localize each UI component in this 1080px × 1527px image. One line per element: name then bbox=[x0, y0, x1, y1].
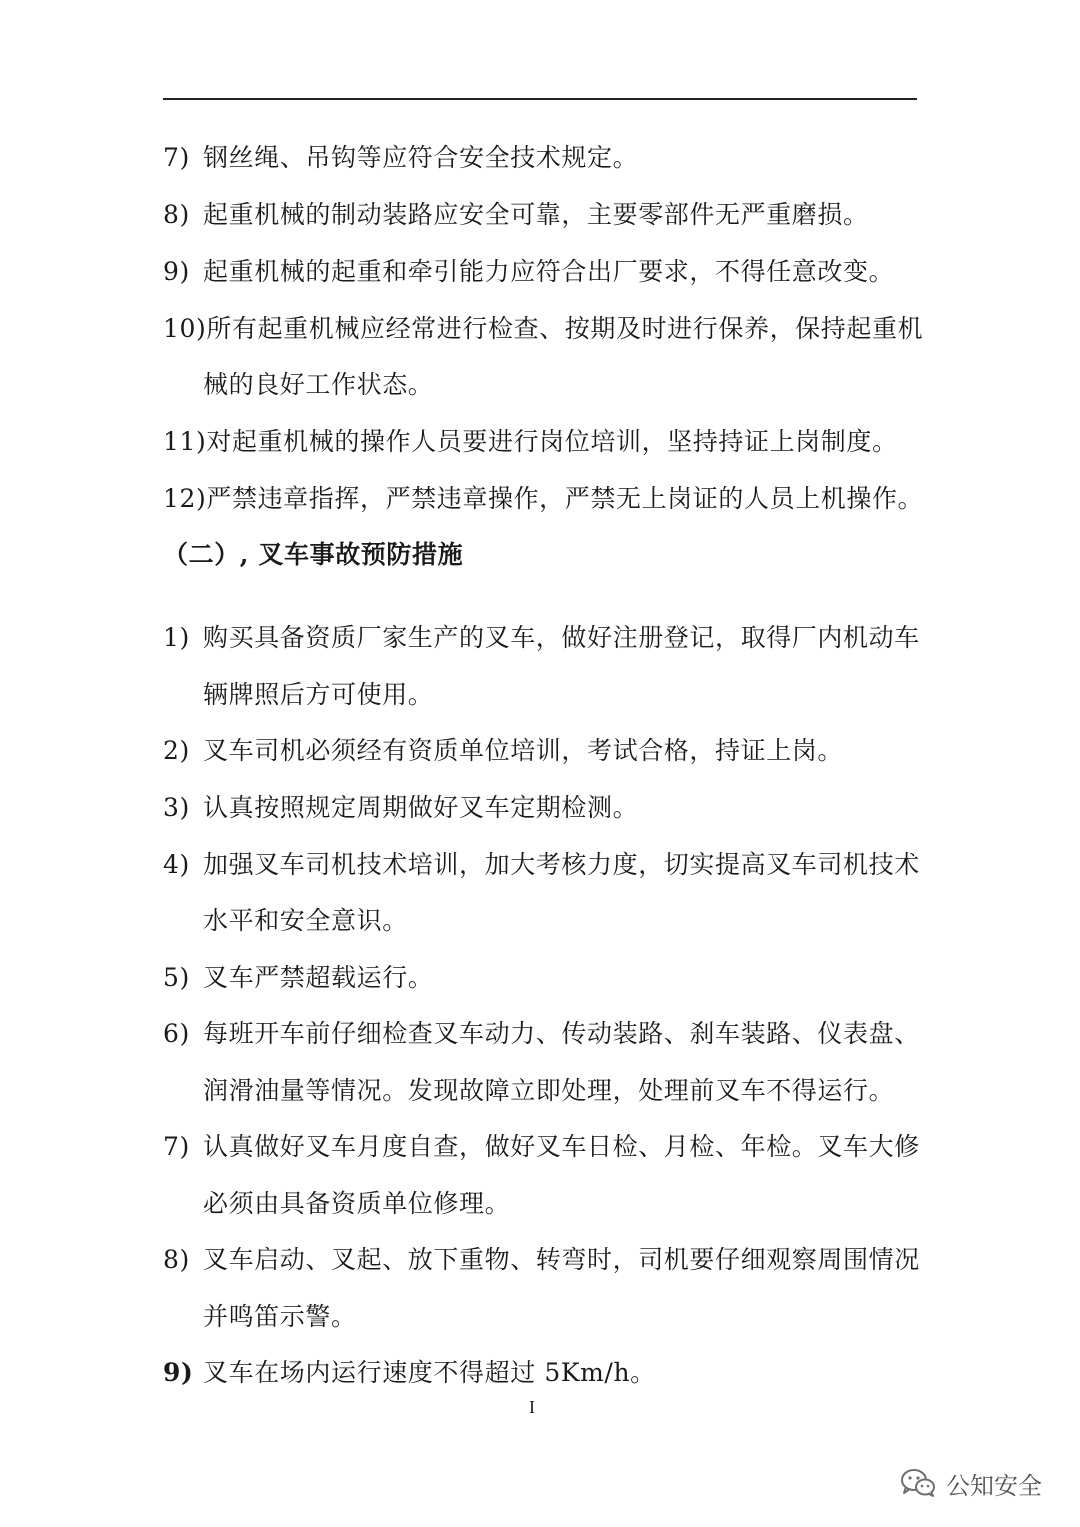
list-item bbox=[163, 1019, 920, 1049]
header-rule bbox=[163, 98, 917, 100]
item-number: 8) bbox=[163, 200, 190, 229]
item-continuation: 并鸣笛示警。 bbox=[203, 1302, 357, 1331]
list-item bbox=[163, 1132, 920, 1162]
item-number: 7) bbox=[163, 143, 190, 172]
item-number: 5) bbox=[163, 963, 190, 992]
section-heading: （二）, 叉车事故预防措施 bbox=[163, 540, 464, 569]
item-number: 4) bbox=[163, 850, 190, 879]
item-text: 钢丝绳、吊钩等应符合安全技术规定。 bbox=[203, 143, 639, 172]
list-item bbox=[163, 963, 433, 993]
list-item bbox=[163, 1358, 656, 1388]
item-number: 8) bbox=[163, 1245, 190, 1274]
list-item bbox=[163, 850, 920, 880]
item-text: 购买具备资质厂家生产的叉车，做好注册登记，取得厂内机动车 bbox=[203, 623, 920, 652]
item-text: 认真按照规定周期做好叉车定期检测。 bbox=[203, 793, 639, 822]
item-number: 10) bbox=[163, 314, 207, 343]
item-text: 叉车在场内运行速度不得超过 5Km/h。 bbox=[203, 1358, 656, 1387]
item-number: 9) bbox=[163, 1358, 194, 1387]
list-item bbox=[163, 257, 894, 287]
item-text: 认真做好叉车月度自查，做好叉车日检、月检、年检。叉车大修 bbox=[203, 1132, 920, 1161]
watermark-text: 公知安全 bbox=[946, 1471, 1042, 1500]
item-text: 叉车启动、叉起、放下重物、转弯时，司机要仔细观察周围情况 bbox=[203, 1245, 920, 1274]
list-item bbox=[163, 200, 869, 230]
item-continuation: 辆牌照后方可使用。 bbox=[203, 680, 434, 709]
list-item bbox=[163, 1245, 920, 1275]
item-text: 加强叉车司机技术培训，加大考核力度，切实提高叉车司机技术 bbox=[203, 850, 920, 879]
item-text: 严禁违章指挥，严禁违章操作，严禁无上岗证的人员上机操作。 bbox=[206, 484, 924, 513]
item-text: 叉车司机必须经有资质单位培训，考试合格，持证上岗。 bbox=[203, 736, 844, 765]
watermark bbox=[900, 1465, 1042, 1501]
item-number: 6) bbox=[163, 1019, 190, 1048]
item-text: 每班开车前仔细检查叉车动力、传动装路、刹车装路、仪表盘、 bbox=[203, 1019, 920, 1048]
item-number: 7) bbox=[163, 1132, 190, 1161]
item-number: 9) bbox=[163, 257, 190, 286]
item-continuation: 水平和安全意识。 bbox=[203, 906, 408, 935]
item-number: 11) bbox=[163, 427, 207, 456]
wechat-icon bbox=[900, 1468, 936, 1498]
list-item bbox=[163, 143, 638, 173]
item-text: 所有起重机械应经常进行检查、按期及时进行保养，保持起重机 bbox=[206, 314, 924, 343]
item-number: 1) bbox=[163, 623, 190, 652]
page-number: I bbox=[529, 1397, 535, 1417]
list-item bbox=[163, 736, 843, 766]
item-number: 3) bbox=[163, 793, 190, 822]
item-text: 起重机械的制动装路应安全可靠，主要零部件无严重磨损。 bbox=[203, 200, 869, 229]
item-text: 起重机械的起重和牵引能力应符合出厂要求，不得任意改变。 bbox=[203, 257, 895, 286]
list-item bbox=[163, 623, 920, 653]
item-continuation: 必须由具备资质单位修理。 bbox=[203, 1189, 511, 1218]
list-item bbox=[163, 314, 923, 344]
list-item bbox=[163, 484, 923, 514]
item-text: 对起重机械的操作人员要进行岗位培训，坚持持证上岗制度。 bbox=[206, 427, 898, 456]
list-item bbox=[163, 793, 638, 823]
item-number: 12) bbox=[163, 484, 207, 513]
item-number: 2) bbox=[163, 736, 190, 765]
item-continuation: 润滑油量等情况。发现故障立即处理，处理前叉车不得运行。 bbox=[203, 1076, 895, 1105]
item-continuation: 械的良好工作状态。 bbox=[203, 370, 434, 399]
list-item bbox=[163, 427, 898, 457]
item-text: 叉车严禁超载运行。 bbox=[203, 963, 434, 992]
